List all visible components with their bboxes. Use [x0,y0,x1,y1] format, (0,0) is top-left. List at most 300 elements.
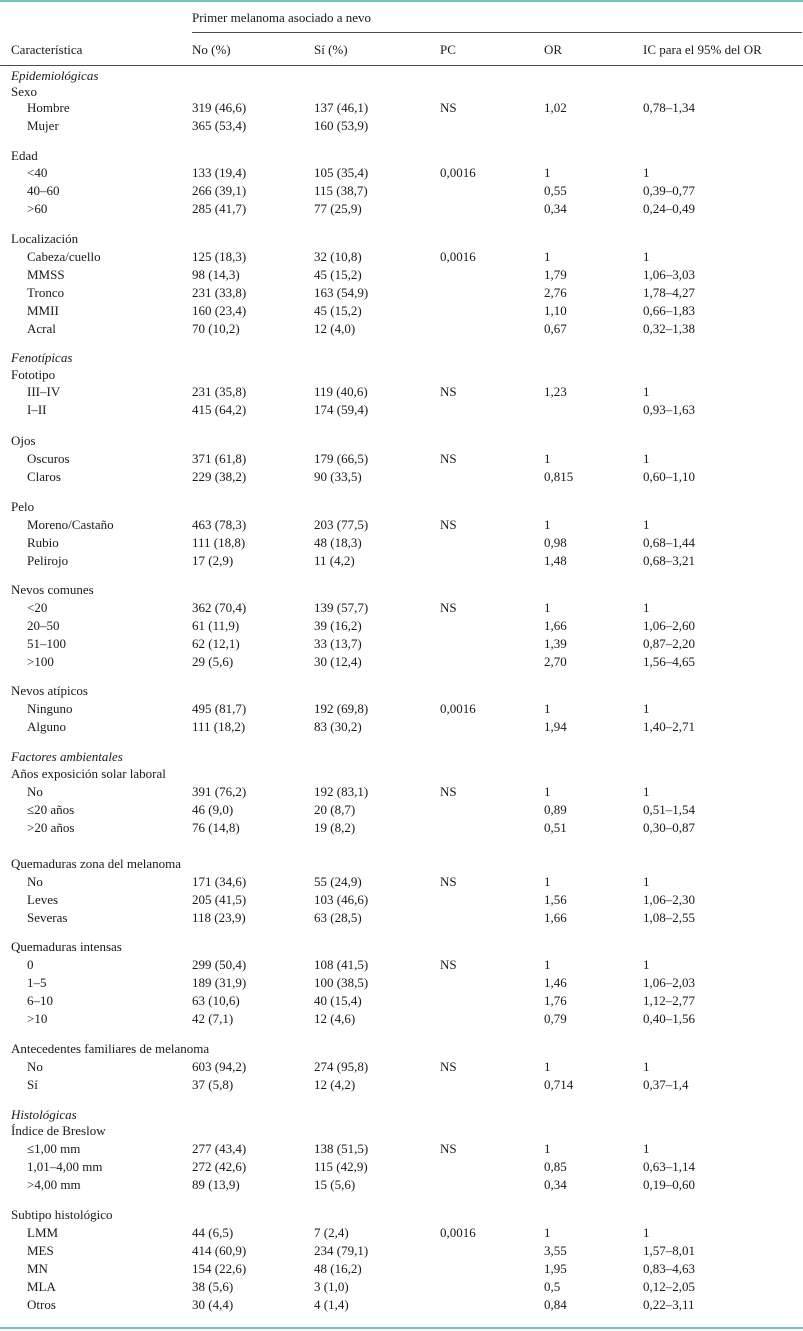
table-row [0,117,803,135]
cell-ic: 0,24–0,49 [643,201,695,216]
cell-or: 1,66 [544,618,567,633]
cell-no: 160 (23,4) [192,303,247,318]
cell-ic: 0,19–0,60 [643,1177,695,1192]
column-header-ic: IC para el 95% del OR [643,42,762,57]
cell-or: 0,55 [544,183,567,198]
cell-ic: 1 [643,451,650,466]
table-row [0,635,803,653]
table-row [0,873,803,891]
cell-no: 111 (18,8) [192,535,246,550]
cell-pc: NS [440,451,457,466]
table-row [0,320,803,338]
cell-si: 103 (46,6) [314,892,369,907]
row-label: 20–50 [27,618,60,633]
row-label: Nevos comunes [11,582,94,597]
cell-si: 63 (28,5) [314,910,362,925]
cell-ic: 1,12–2,77 [643,993,695,1008]
table-row [0,1296,803,1314]
cell-or: 0,51 [544,820,567,835]
cell-ic: 1 [643,517,650,532]
cell-no: 46 (9,0) [192,802,234,817]
cell-si: 32 (10,8) [314,249,362,264]
cell-no: 277 (43,4) [192,1141,247,1156]
cell-si: 55 (24,9) [314,874,362,889]
cell-no: 29 (5,6) [192,654,234,669]
row-label: Otros [27,1297,56,1312]
cell-or: 1 [544,1059,551,1074]
table-row [0,248,803,266]
cell-or: 1,95 [544,1261,567,1276]
cell-ic: 0,40–1,56 [643,1011,695,1026]
cell-ic: 1,06–2,60 [643,618,695,633]
cell-si: 119 (40,6) [314,384,368,399]
cell-no: 63 (10,6) [192,993,240,1008]
row-label: ≤1,00 mm [27,1141,81,1156]
cell-or: 0,79 [544,1011,567,1026]
cell-no: 603 (94,2) [192,1059,247,1074]
cell-no: 299 (50,4) [192,957,247,972]
cell-si: 48 (16,2) [314,1261,362,1276]
row-label: 6–10 [27,993,53,1008]
cell-no: 229 (38,2) [192,469,247,484]
row-label: >20 años [27,820,75,835]
cell-or: 0,89 [544,802,567,817]
cell-or: 1 [544,1141,551,1156]
row-label: Nevos atípicos [11,683,88,698]
cell-si: 203 (77,5) [314,517,369,532]
cell-no: 118 (23,9) [192,910,246,925]
row-label: >100 [27,654,54,669]
cell-si: 115 (38,7) [314,183,368,198]
table-row [0,974,803,992]
cell-or: 1,48 [544,553,567,568]
row-label: No [27,874,43,889]
cell-si: 48 (18,3) [314,535,362,550]
category-heading [0,581,803,599]
cell-or: 1 [544,165,551,180]
table-row [0,1158,803,1176]
cell-pc: NS [440,100,457,115]
cell-or: 0,84 [544,1297,567,1312]
table-row [0,718,803,736]
cell-si: 108 (41,5) [314,957,369,972]
cell-no: 231 (35,8) [192,384,247,399]
row-label: MMSS [27,267,65,282]
cell-si: 15 (5,6) [314,1177,356,1192]
category-heading [0,432,803,450]
cell-no: 414 (60,9) [192,1243,247,1258]
cell-no: 154 (22,6) [192,1261,247,1276]
table-row [0,302,803,320]
cell-ic: 0,66–1,83 [643,303,695,318]
cell-or: 0,34 [544,1177,567,1192]
cell-pc: NS [440,1059,457,1074]
cell-no: 319 (46,6) [192,100,247,115]
row-label: No [27,1059,43,1074]
category-heading [0,682,803,700]
cell-or: 1,46 [544,975,567,990]
group-header: Primer melanoma asociado a nevo [192,10,372,25]
cell-or: 1 [544,249,551,264]
row-label: MMII [27,303,59,318]
cell-ic: 0,60–1,10 [643,469,695,484]
table-row [0,700,803,718]
cell-or: 2,70 [544,654,567,669]
cell-ic: 0,37–1,4 [643,1077,689,1092]
table-row [0,534,803,552]
cell-si: 90 (33,5) [314,469,362,484]
row-label: Cabeza/cuello [27,249,101,264]
cell-ic: 1 [643,1141,650,1156]
cell-or: 1,10 [544,303,567,318]
cell-no: 371 (61,8) [192,451,247,466]
row-label: 1,01–4,00 mm [27,1159,103,1174]
cell-si: 33 (13,7) [314,636,362,651]
cell-no: 133 (19,4) [192,165,247,180]
row-label: Sexo [11,84,37,99]
table-row [0,1224,803,1242]
column-header-pc: PC [440,42,456,57]
bottom-rule [0,1327,803,1329]
cell-ic: 0,63–1,14 [643,1159,695,1174]
cell-ic: 0,51–1,54 [643,802,695,817]
cell-or: 2,76 [544,285,567,300]
table-row [0,1140,803,1158]
row-label: Ninguno [27,701,73,716]
cell-or: 1,39 [544,636,567,651]
cell-or: 1,23 [544,384,567,399]
cell-no: 42 (7,1) [192,1011,234,1026]
cell-si: 45 (15,2) [314,267,362,282]
header-rule [0,65,803,66]
row-label: >4,00 mm [27,1177,81,1192]
table-row [0,266,803,284]
cell-si: 7 (2,4) [314,1225,349,1240]
row-label: Índice de Breslow [11,1123,106,1138]
category-heading [0,855,803,873]
cell-si: 137 (46,1) [314,100,369,115]
cell-si: 19 (8,2) [314,820,356,835]
cell-ic: 0,39–0,77 [643,183,695,198]
table-row [0,801,803,819]
table-row [0,450,803,468]
cell-pc: NS [440,874,457,889]
cell-pc: NS [440,600,457,615]
cell-si: 163 (54,9) [314,285,369,300]
cell-ic: 1 [643,165,650,180]
row-label: LMM [27,1225,59,1240]
cell-or: 0,34 [544,201,567,216]
cell-ic: 0,78–1,34 [643,100,695,115]
row-label: 0 [27,957,34,972]
row-label: Localización [11,231,79,246]
cell-ic: 1,06–2,03 [643,975,695,990]
row-label: Fototipo [11,367,56,382]
category-heading [0,230,803,248]
category-heading [0,938,803,956]
table-row [0,1076,803,1094]
cell-no: 44 (6,5) [192,1225,234,1240]
cell-ic: 1 [643,784,650,799]
cell-or: 0,5 [544,1279,561,1294]
table-row [0,819,803,837]
column-header-caracteristica: Característica [11,42,83,57]
row-label: Años exposición solar laboral [11,766,166,781]
category-heading [0,765,803,783]
cell-no: 89 (13,9) [192,1177,240,1192]
group-header-rule [192,32,802,33]
cell-si: 77 (25,9) [314,201,362,216]
cell-no: 17 (2,9) [192,553,234,568]
cell-or: 1 [544,874,551,889]
row-label: <40 [27,165,48,180]
cell-si: 83 (30,2) [314,719,362,734]
column-header-or: OR [544,42,563,57]
cell-ic: 1 [643,957,650,972]
row-label: Claros [27,469,61,484]
category-heading [0,498,803,516]
row-label: 51–100 [27,636,66,651]
cell-si: 39 (16,2) [314,618,362,633]
row-label: <20 [27,600,48,615]
cell-si: 192 (69,8) [314,701,369,716]
cell-ic: 0,83–4,63 [643,1261,695,1276]
row-label: 1–5 [27,975,47,990]
table-row [0,99,803,117]
table-row [0,617,803,635]
cell-ic: 0,30–0,87 [643,820,695,835]
row-label: MN [27,1261,48,1276]
cell-pc: 0,0016 [440,249,476,264]
cell-or: 0,815 [544,469,574,484]
table-row [0,516,803,534]
cell-or: 1,56 [544,892,567,907]
cell-ic: 1 [643,600,650,615]
row-label: Histológicas [11,1107,77,1122]
row-label: Sí [27,1077,38,1092]
row-label: Factores ambientales [11,749,123,764]
row-label: 40–60 [27,183,60,198]
row-label: >60 [27,201,48,216]
cell-si: 192 (83,1) [314,784,369,799]
row-label: No [27,784,43,799]
table-row [0,1242,803,1260]
cell-or: 1,79 [544,267,567,282]
cell-no: 272 (42,6) [192,1159,247,1174]
row-label: Leves [27,892,59,907]
cell-no: 231 (33,8) [192,285,247,300]
row-label: Mujer [27,118,59,133]
category-heading [0,366,803,384]
table-row [0,468,803,486]
cell-si: 11 (4,2) [314,553,355,568]
row-label: Fenotípicas [11,350,73,365]
cell-si: 160 (53,9) [314,118,369,133]
cell-pc: 0,0016 [440,701,476,716]
table-row [0,200,803,218]
cell-or: 0,714 [544,1077,574,1092]
row-label: Edad [11,148,38,163]
cell-or: 3,55 [544,1243,567,1258]
table-row [0,891,803,909]
cell-si: 139 (57,7) [314,600,369,615]
table-row [0,1058,803,1076]
column-header-no: No (%) [192,42,231,57]
cell-ic: 1 [643,874,650,889]
cell-ic: 1,08–2,55 [643,910,695,925]
cell-ic: 1 [643,249,650,264]
cell-ic: 0,87–2,20 [643,636,695,651]
cell-no: 111 (18,2) [192,719,246,734]
cell-no: 362 (70,4) [192,600,247,615]
cell-no: 125 (18,3) [192,249,247,264]
cell-si: 138 (51,5) [314,1141,369,1156]
cell-no: 391 (76,2) [192,784,247,799]
cell-ic: 1 [643,701,650,716]
cell-no: 285 (41,7) [192,201,247,216]
category-heading [0,1206,803,1224]
cell-or: 1,02 [544,100,567,115]
cell-pc: 0,0016 [440,1225,476,1240]
row-label: I–II [27,402,47,417]
category-heading [0,147,803,165]
cell-no: 61 (11,9) [192,618,240,633]
cell-or: 1 [544,1225,551,1240]
cell-ic: 1 [643,1059,650,1074]
row-label: Pelirojo [27,553,69,568]
row-label: Severas [27,910,68,925]
row-label: Ojos [11,433,36,448]
table-row [0,1260,803,1278]
cell-no: 415 (64,2) [192,402,247,417]
row-label: Alguno [27,719,66,734]
cell-or: 1 [544,517,551,532]
row-label: Quemaduras zona del melanoma [11,856,182,871]
cell-si: 40 (15,4) [314,993,362,1008]
cell-si: 105 (35,4) [314,165,369,180]
table-row [0,1278,803,1296]
row-label: III–IV [27,384,61,399]
cell-or: 1 [544,784,551,799]
cell-si: 20 (8,7) [314,802,356,817]
cell-no: 365 (53,4) [192,118,247,133]
cell-or: 1 [544,701,551,716]
table-row [0,182,803,200]
cell-si: 100 (38,5) [314,975,369,990]
cell-ic: 1,57–8,01 [643,1243,695,1258]
cell-or: 0,67 [544,321,567,336]
cell-pc: 0,0016 [440,165,476,180]
table-row [0,992,803,1010]
cell-no: 495 (81,7) [192,701,247,716]
cell-no: 70 (10,2) [192,321,240,336]
table-row [0,653,803,671]
table-row [0,401,803,419]
cell-si: 12 (4,6) [314,1011,356,1026]
cell-pc: NS [440,784,457,799]
cell-pc: NS [440,1141,457,1156]
row-label: >10 [27,1011,48,1026]
cell-ic: 1,78–4,27 [643,285,695,300]
category-heading [0,1122,803,1140]
cell-or: 1,76 [544,993,567,1008]
cell-si: 274 (95,8) [314,1059,369,1074]
cell-ic: 0,68–1,44 [643,535,695,550]
cell-no: 189 (31,9) [192,975,247,990]
cell-si: 45 (15,2) [314,303,362,318]
cell-or: 1,66 [544,910,567,925]
cell-pc: NS [440,384,457,399]
row-label: ≤20 años [27,802,75,817]
cell-ic: 0,12–2,05 [643,1279,695,1294]
cell-no: 62 (12,1) [192,636,240,651]
cell-or: 0,98 [544,535,567,550]
section-heading [0,349,803,367]
table-row [0,383,803,401]
cell-ic: 1 [643,384,650,399]
table-row [0,164,803,182]
cell-no: 76 (14,8) [192,820,240,835]
row-label: Tronco [27,285,65,300]
cell-or: 0,85 [544,1159,567,1174]
cell-no: 205 (41,5) [192,892,247,907]
row-label: Oscuros [27,451,70,466]
cell-ic: 0,32–1,38 [643,321,695,336]
cell-si: 115 (42,9) [314,1159,368,1174]
row-label: MLA [27,1279,56,1294]
cell-pc: NS [440,517,457,532]
table-row [0,909,803,927]
cell-si: 12 (4,2) [314,1077,356,1092]
cell-si: 30 (12,4) [314,654,362,669]
cell-si: 179 (66,5) [314,451,369,466]
row-label: Epidemiológicas [11,68,99,83]
section-heading [0,748,803,766]
table-row [0,1176,803,1194]
table-row [0,956,803,974]
cell-or: 1 [544,957,551,972]
cell-pc: NS [440,957,457,972]
table-row [0,783,803,801]
table-row [0,599,803,617]
cell-ic: 1 [643,1225,650,1240]
row-label: Hombre [27,100,70,115]
cell-si: 4 (1,4) [314,1297,349,1312]
cell-si: 3 (1,0) [314,1279,349,1294]
cell-or: 1 [544,451,551,466]
category-heading [0,1040,803,1058]
cell-no: 171 (34,6) [192,874,247,889]
cell-si: 12 (4,0) [314,321,356,336]
row-label: Rubio [27,535,59,550]
row-label: Antecedentes familiares de melanoma [11,1041,210,1056]
cell-ic: 1,06–3,03 [643,267,695,282]
table-row [0,552,803,570]
row-label: MES [27,1243,54,1258]
cell-ic: 1,40–2,71 [643,719,695,734]
table-row [0,284,803,302]
row-label: Quemaduras intensas [11,939,122,954]
cell-no: 266 (39,1) [192,183,247,198]
cell-ic: 0,93–1,63 [643,402,695,417]
column-header-si: Sí (%) [314,42,348,57]
cell-ic: 1,56–4,65 [643,654,695,669]
cell-si: 234 (79,1) [314,1243,369,1258]
row-label: Moreno/Castaño [27,517,114,532]
row-label: Acral [27,321,56,336]
top-rule [0,0,803,2]
cell-ic: 0,68–3,21 [643,553,695,568]
